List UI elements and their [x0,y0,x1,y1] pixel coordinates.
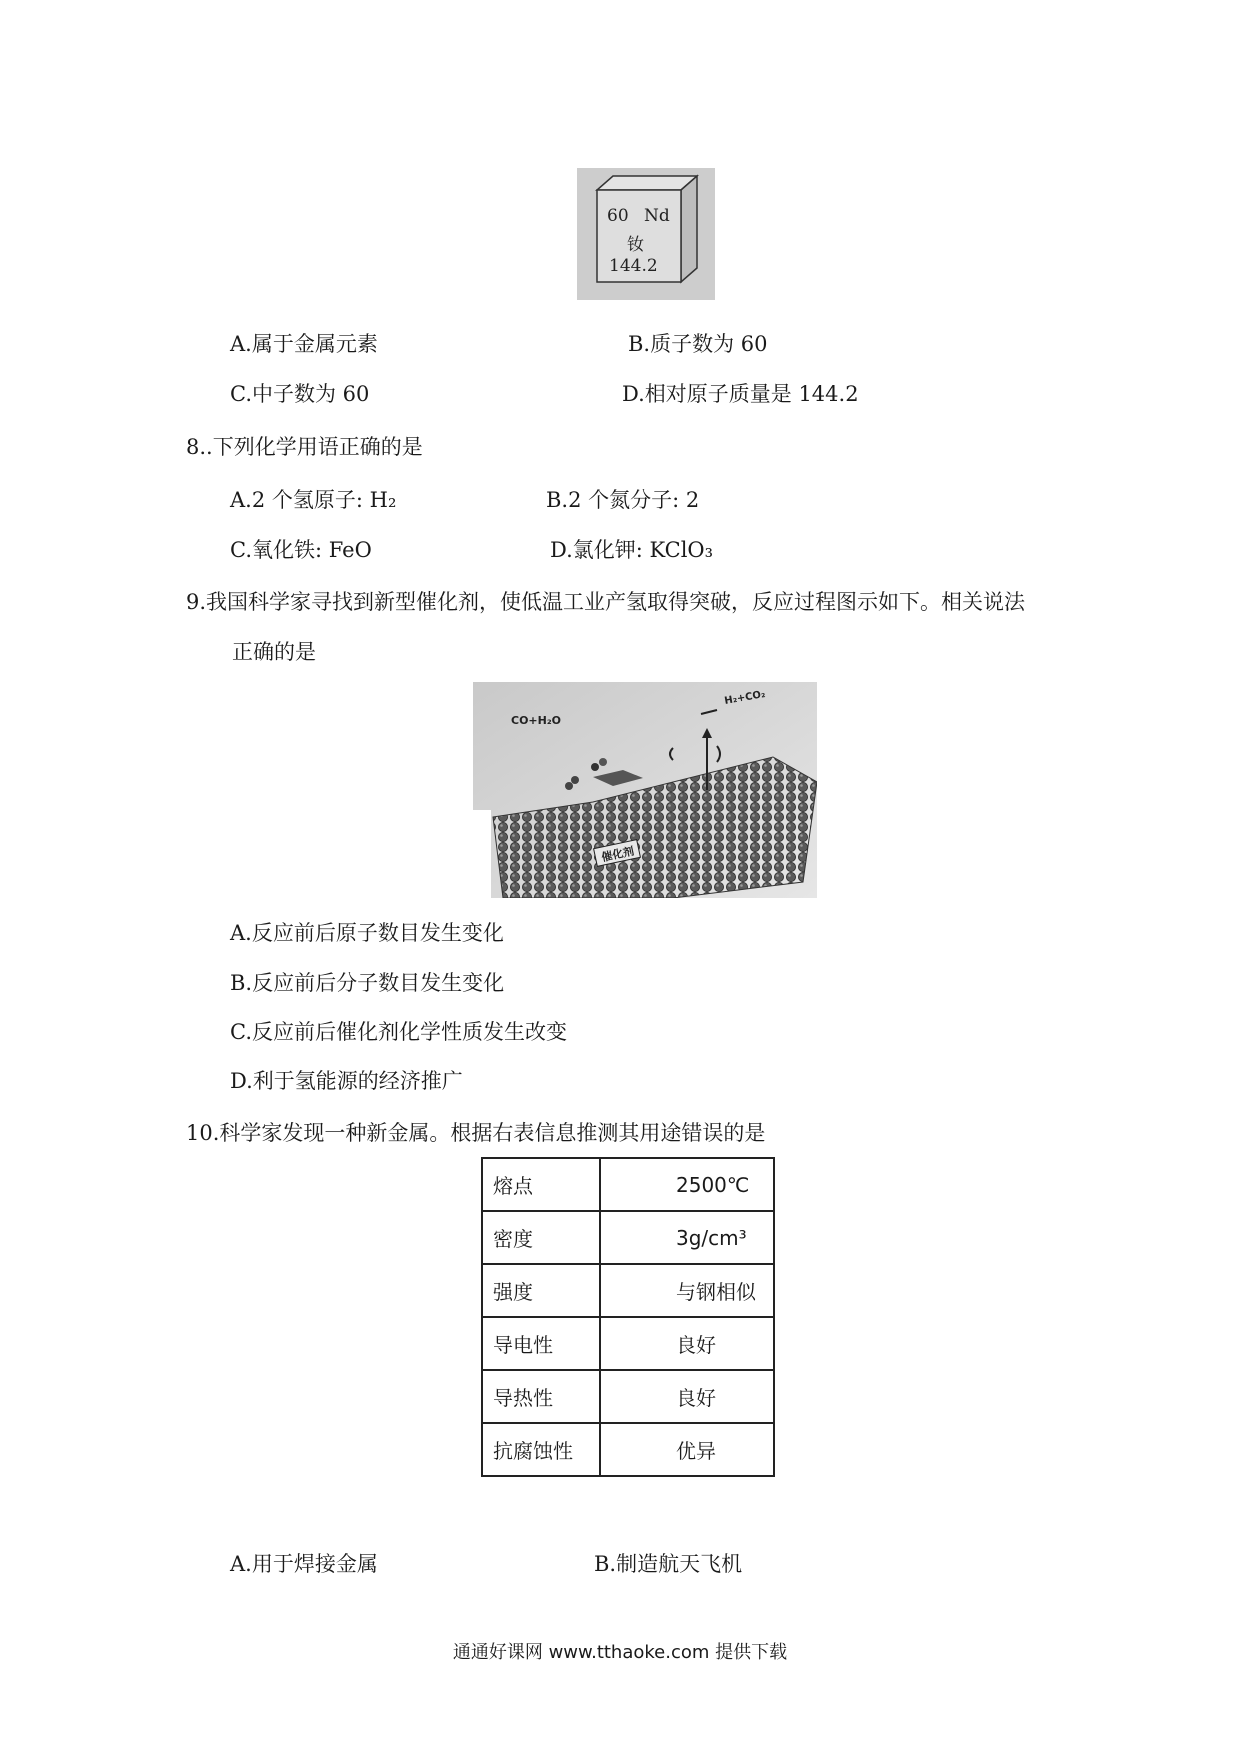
value-cell: 与钢相似 [600,1264,774,1317]
reactant-label: CO+H₂O [511,714,562,727]
q8-option-a: A.2 个氢原子: H₂ [230,488,397,512]
q10-stem: 10.科学家发现一种新金属。根据右表信息推测其用途错误的是 [186,1121,766,1145]
table-row [482,1370,774,1423]
property-cell: 导电性 [482,1317,600,1370]
table-row [482,1317,774,1370]
element-symbol: Nd [644,206,670,226]
table-row [482,1264,774,1317]
metal-properties-table [481,1157,775,1477]
property-cell: 熔点 [482,1158,600,1211]
q9-option-d: D.利于氢能源的经济推广 [230,1069,463,1093]
q9-option-b: B.反应前后分子数目发生变化 [230,971,505,995]
page-footer: 通通好课网 www.tthaoke.com 提供下载 [452,1642,788,1663]
table-row [482,1423,774,1476]
element-mass: 144.2 [609,256,658,276]
property-cell: 强度 [482,1264,600,1317]
product-label: H₂+CO₂ [723,688,767,707]
element-card-image [577,168,715,300]
q7-option-a: A.属于金属元素 [230,332,378,356]
q8-stem: 8..下列化学用语正确的是 [186,435,423,459]
property-cell: 抗腐蚀性 [482,1423,600,1476]
value-cell: 良好 [600,1317,774,1370]
value-cell: 良好 [600,1370,774,1423]
value-cell: 3g/cm³ [600,1211,774,1264]
value-cell: 优异 [600,1423,774,1476]
q7-option-b: B.质子数为 60 [628,332,768,356]
table-row [482,1211,774,1264]
catalyst-reaction-image [473,682,817,898]
q9-option-a: A.反应前后原子数目发生变化 [230,921,504,945]
q9-option-c: C.反应前后催化剂化学性质发生改变 [230,1020,567,1044]
catalyst-label: 催化剂 [600,844,636,865]
catalyst-drawing [473,682,817,898]
q9-stem-line1: 9.我国科学家寻找到新型催化剂，使低温工业产氢取得突破，反应过程图示如下。相关说法 [186,590,1026,614]
q7-option-d: D.相对原子质量是 144.2 [622,382,859,406]
value-cell: 2500℃ [600,1158,774,1211]
q8-option-d: D.氯化钾: KClO₃ [550,538,714,562]
property-cell: 密度 [482,1211,600,1264]
element-name: 钕 [627,235,644,255]
element-number: 60 [607,206,629,226]
q8-option-b: B.2 个氮分子: 2 [546,488,700,512]
q10-option-a: A.用于焊接金属 [230,1552,378,1576]
q8-option-c: C.氧化铁: FeO [230,538,372,562]
q10-option-b: B.制造航天飞机 [594,1552,743,1576]
q7-option-c: C.中子数为 60 [230,382,370,406]
property-cell: 导热性 [482,1370,600,1423]
element-cube-drawing [577,168,715,300]
table-row [482,1158,774,1211]
q9-stem-line2: 正确的是 [232,640,316,664]
